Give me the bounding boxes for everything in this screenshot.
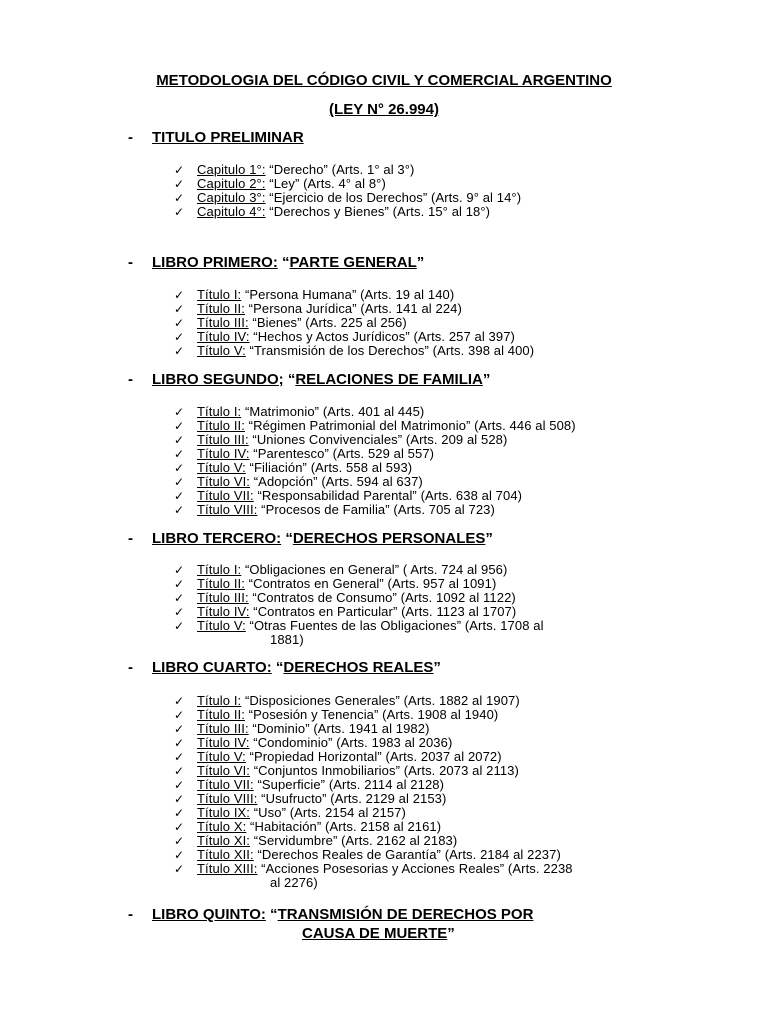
item-text [197, 708, 498, 722]
item-text [197, 419, 576, 433]
item-text [197, 792, 446, 806]
item-text [197, 447, 434, 461]
item-text [197, 489, 522, 503]
item-description: “Persona Humana” (Arts. 19 al 140) [241, 287, 455, 302]
section-label: LIBRO CUARTO: [152, 659, 272, 676]
section-dash: - [128, 659, 133, 676]
item-text [197, 778, 444, 792]
item-text [197, 834, 457, 848]
item-text [197, 591, 516, 605]
item-text [197, 577, 496, 591]
section-quote-close: ” [485, 530, 493, 547]
item-key: Título II: [197, 576, 245, 591]
section-dash: - [128, 530, 133, 547]
item-text [197, 764, 519, 778]
item-key: Título IV: [197, 604, 250, 619]
item-key: Título VII: [197, 777, 254, 792]
section-label-line [152, 529, 493, 549]
item-description: “Uniones Convivenciales” (Arts. 209 al 528) [248, 432, 508, 447]
item-key: Título IV: [197, 329, 250, 344]
section-label-line [152, 128, 304, 148]
item-text [197, 177, 386, 191]
checkmark-icon: ✓ [174, 316, 185, 330]
item-continuation: al 2276) [270, 875, 318, 890]
item-text [197, 405, 424, 419]
item-description: “Procesos de Familia” (Arts. 705 al 723) [257, 502, 495, 517]
checkmark-icon: ✓ [174, 619, 185, 633]
item-description: “Condominio” (Arts. 1983 al 2036) [249, 735, 453, 750]
section-label: LIBRO QUINTO: [152, 906, 266, 923]
item-text [197, 461, 412, 475]
item-key: Título I: [197, 693, 242, 708]
item-text [197, 694, 520, 708]
checkmark-icon: ✓ [174, 205, 185, 219]
item-description: “Contratos de Consumo” (Arts. 1092 al 1122) [248, 590, 516, 605]
section-name: DERECHOS REALES [283, 659, 434, 676]
item-key: Título VI: [197, 474, 251, 489]
item-description: “Habitación” (Arts. 2158 al 2161) [246, 819, 442, 834]
item-text [197, 433, 507, 447]
checkmark-icon: ✓ [174, 419, 185, 433]
checkmark-icon: ✓ [174, 792, 185, 806]
item-description: “Usufructo” (Arts. 2129 al 2153) [257, 791, 447, 806]
section-label-line [152, 658, 441, 678]
item-text [197, 191, 521, 205]
item-description: “Contratos en Particular” (Arts. 1123 al 1707) [249, 604, 517, 619]
checkmark-icon: ✓ [174, 736, 185, 750]
item-key: Título IV: [197, 446, 250, 461]
section-label-line [152, 370, 490, 390]
checkmark-icon: ✓ [174, 694, 185, 708]
section-dash: - [128, 254, 133, 271]
item-description: “Ley” (Arts. 4° al 8°) [265, 176, 386, 191]
item-description: “Transmisión de los Derechos” (Arts. 398 al 400) [245, 343, 535, 358]
item-key: Título XII: [197, 847, 254, 862]
item-text [197, 205, 490, 219]
item-key: Capitulo 4°: [197, 204, 266, 219]
checkmark-icon: ✓ [174, 447, 185, 461]
item-description: “Matrimonio” (Arts. 401 al 445) [241, 404, 425, 419]
item-key: Título VIII: [197, 502, 258, 517]
item-description: “Uso” (Arts. 2154 al 2157) [250, 805, 406, 820]
section-dash: - [128, 371, 133, 388]
item-text [197, 750, 502, 764]
item-description: “Otras Fuentes de las Obligaciones” (Arts. 1708 al [245, 618, 544, 633]
item-key: Título III: [197, 590, 249, 605]
item-text [197, 736, 452, 750]
checkmark-icon: ✓ [174, 764, 185, 778]
item-description: “Dominio” (Arts. 1941 al 1982) [248, 721, 430, 736]
section-label-line [152, 905, 533, 925]
item-description: “Superficie” (Arts. 2114 al 2128) [253, 777, 445, 792]
item-text [197, 330, 515, 344]
item-text [197, 820, 441, 834]
item-key: Título V: [197, 343, 246, 358]
document-title: METODOLOGIA DEL CÓDIGO CIVIL Y COMERCIAL ARGENTINO [156, 72, 612, 89]
item-key: Título V: [197, 749, 246, 764]
item-key: Título V: [197, 618, 246, 633]
item-description: “Derecho” (Arts. 1° al 3°) [265, 162, 415, 177]
section-quote-close: ” [433, 659, 441, 676]
item-description: “Ejercicio de los Derechos” (Arts. 9° al 14°) [265, 190, 522, 205]
item-continuation: 1881) [270, 632, 304, 647]
item-description: “Propiedad Horizontal” (Arts. 2037 al 2072) [245, 749, 502, 764]
item-key: Título XI: [197, 833, 251, 848]
document-subtitle: (LEY N° 26.994) [329, 101, 439, 118]
item-description: “Posesión y Tenencia” (Arts. 1908 al 1940) [244, 707, 499, 722]
checkmark-icon: ✓ [174, 475, 185, 489]
item-text [197, 722, 430, 736]
item-text [197, 344, 534, 358]
item-description: “Hechos y Actos Jurídicos” (Arts. 257 al 397) [249, 329, 515, 344]
item-description: “Persona Jurídica” (Arts. 141 al 224) [244, 301, 462, 316]
item-key: Título VI: [197, 763, 251, 778]
checkmark-icon: ✓ [174, 163, 185, 177]
checkmark-icon: ✓ [174, 806, 185, 820]
item-description: “Disposiciones Generales” (Arts. 1882 al 1907) [241, 693, 520, 708]
section-label-line [152, 253, 424, 273]
section-label: LIBRO TERCERO: [152, 530, 282, 547]
section-quote-open: “ [271, 659, 284, 676]
item-description: “Bienes” (Arts. 225 al 256) [248, 315, 407, 330]
checkmark-icon: ✓ [174, 820, 185, 834]
checkmark-icon: ✓ [174, 848, 185, 862]
section-quote-open: “ [283, 371, 296, 388]
checkmark-icon: ✓ [174, 605, 185, 619]
checkmark-icon: ✓ [174, 177, 185, 191]
item-text [197, 316, 407, 330]
item-key: Título IV: [197, 735, 250, 750]
section-name: DERECHOS PERSONALES [292, 530, 486, 547]
checkmark-icon: ✓ [174, 433, 185, 447]
checkmark-icon: ✓ [174, 461, 185, 475]
item-key: Capitulo 1°: [197, 162, 266, 177]
item-text [197, 619, 544, 633]
section-quote-open: “ [281, 530, 293, 547]
item-key: Título X: [197, 819, 247, 834]
checkmark-icon: ✓ [174, 503, 185, 517]
checkmark-icon: ✓ [174, 563, 185, 577]
item-text [197, 288, 454, 302]
section-name: PARTE GENERAL [289, 254, 417, 271]
checkmark-icon: ✓ [174, 778, 185, 792]
section-quote-open: “ [265, 906, 278, 923]
item-description: “Responsabilidad Parental” (Arts. 638 al 704) [253, 488, 523, 503]
section-quote-close: ” [416, 254, 425, 271]
section-name-line2 [302, 924, 455, 944]
item-text [197, 605, 516, 619]
item-description: “Contratos en General” (Arts. 957 al 1091) [244, 576, 497, 591]
section-dash: - [128, 906, 133, 923]
checkmark-icon: ✓ [174, 288, 185, 302]
item-text [197, 563, 507, 577]
item-description: “Filiación” (Arts. 558 al 593) [245, 460, 413, 475]
checkmark-icon: ✓ [174, 591, 185, 605]
item-key: Título II: [197, 301, 245, 316]
item-text [197, 302, 462, 316]
item-key: Título III: [197, 721, 249, 736]
section-name: RELACIONES DE FAMILIA [295, 371, 483, 388]
item-key: Título I: [197, 404, 242, 419]
section-quote-close: ” [447, 925, 455, 942]
item-text [197, 475, 423, 489]
checkmark-icon: ✓ [174, 750, 185, 764]
item-key: Título VII: [197, 488, 254, 503]
item-text [197, 862, 573, 876]
item-key: Título V: [197, 460, 246, 475]
section-name: TRANSMISIÓN DE DERECHOS POR [277, 906, 534, 923]
section-label: LIBRO SEGUNDO; [152, 371, 284, 388]
checkmark-icon: ✓ [174, 577, 185, 591]
section-quote-close: ” [482, 371, 491, 388]
item-key: Título XIII: [197, 861, 258, 876]
checkmark-icon: ✓ [174, 330, 185, 344]
item-text [197, 163, 414, 177]
section-quote-open: “ [277, 254, 290, 271]
item-key: Título IX: [197, 805, 251, 820]
checkmark-icon: ✓ [174, 405, 185, 419]
item-key: Título I: [197, 562, 242, 577]
checkmark-icon: ✓ [174, 834, 185, 848]
item-description: “Adopción” (Arts. 594 al 637) [250, 474, 423, 489]
item-description: “Obligaciones en General” ( Arts. 724 al 956) [241, 562, 508, 577]
checkmark-icon: ✓ [174, 708, 185, 722]
checkmark-icon: ✓ [174, 191, 185, 205]
item-description: “Parentesco” (Arts. 529 al 557) [249, 446, 435, 461]
item-description: “Servidumbre” (Arts. 2162 al 2183) [250, 833, 458, 848]
item-key: Título III: [197, 432, 249, 447]
checkmark-icon: ✓ [174, 722, 185, 736]
checkmark-icon: ✓ [174, 862, 185, 876]
item-key: Título VIII: [197, 791, 258, 806]
section-name-continuation: CAUSA DE MUERTE [302, 925, 448, 942]
item-key: Título II: [197, 418, 245, 433]
item-key: Título I: [197, 287, 242, 302]
item-text [197, 848, 561, 862]
checkmark-icon: ✓ [174, 489, 185, 503]
item-description: “Derechos y Bienes” (Arts. 15° al 18°) [265, 204, 491, 219]
item-description: “Acciones Posesorias y Acciones Reales” (Arts. 2238 [257, 861, 573, 876]
checkmark-icon: ✓ [174, 302, 185, 316]
item-key: Capitulo 3°: [197, 190, 266, 205]
section-label: LIBRO PRIMERO: [152, 254, 278, 271]
item-key: Título II: [197, 707, 245, 722]
item-text [197, 503, 495, 517]
item-description: “Régimen Patrimonial del Matrimonio” (Arts. 446 al 508) [244, 418, 576, 433]
section-label: TITULO PRELIMINAR [152, 129, 304, 146]
item-key: Título III: [197, 315, 249, 330]
item-description: “Derechos Reales de Garantía” (Arts. 2184 al 2237) [253, 847, 561, 862]
item-key: Capitulo 2°: [197, 176, 266, 191]
item-description: “Conjuntos Inmobiliarios” (Arts. 2073 al 2113) [250, 763, 519, 778]
item-text [197, 806, 406, 820]
section-dash: - [128, 129, 133, 146]
checkmark-icon: ✓ [174, 344, 185, 358]
